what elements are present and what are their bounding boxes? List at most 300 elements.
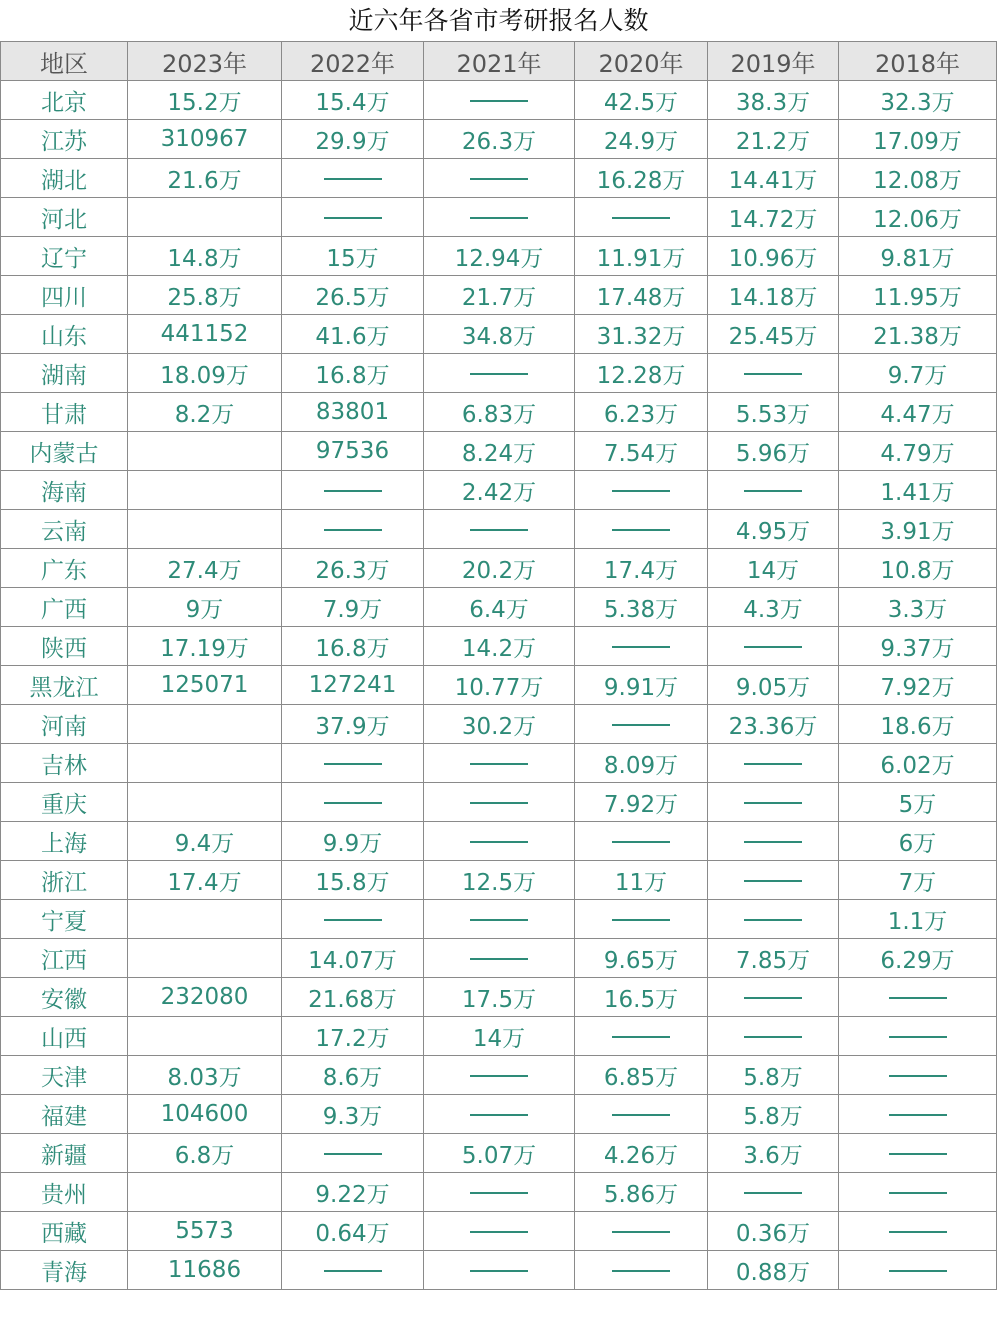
value-cell <box>128 1017 282 1056</box>
value-cell: 14万 <box>708 549 839 588</box>
region-cell: 贵州 <box>1 1173 128 1212</box>
value-cell <box>575 198 708 237</box>
value-cell: 3.91万 <box>839 510 997 549</box>
table-row <box>1 939 997 978</box>
value-cell: 15.8万 <box>282 861 424 900</box>
table-row <box>1 588 997 627</box>
value-cell <box>128 1173 282 1212</box>
dash-mark <box>470 217 528 219</box>
dash-mark <box>470 1192 528 1194</box>
value-cell <box>128 471 282 510</box>
value-cell: 4.95万 <box>708 510 839 549</box>
dash-mark <box>612 1231 670 1233</box>
value-cell: 21.2万 <box>708 120 839 159</box>
value-cell <box>424 81 575 120</box>
value-cell: 3.3万 <box>839 588 997 627</box>
value-cell: 7.9万 <box>282 588 424 627</box>
value-cell: 10.77万 <box>424 666 575 705</box>
dash-mark <box>324 1153 382 1155</box>
region-cell: 吉林 <box>1 744 128 783</box>
table-row <box>1 1251 997 1290</box>
value-cell: 0.36万 <box>708 1212 839 1251</box>
header-row <box>1 42 997 81</box>
value-cell: 9.4万 <box>128 822 282 861</box>
value-cell <box>575 627 708 666</box>
value-cell <box>128 198 282 237</box>
value-cell: 4.47万 <box>839 393 997 432</box>
col-header-2021: 2021年 <box>424 42 575 81</box>
value-cell: 7.92万 <box>575 783 708 822</box>
dash-mark <box>470 1114 528 1116</box>
value-cell: 4.26万 <box>575 1134 708 1173</box>
value-cell <box>575 705 708 744</box>
value-cell: 441152 <box>128 315 282 354</box>
region-cell: 安徽 <box>1 978 128 1017</box>
dash-mark <box>889 1075 947 1077</box>
dash-mark <box>324 802 382 804</box>
value-cell <box>128 705 282 744</box>
region-cell: 宁夏 <box>1 900 128 939</box>
region-cell: 四川 <box>1 276 128 315</box>
value-cell <box>282 783 424 822</box>
value-cell: 9.22万 <box>282 1173 424 1212</box>
value-cell <box>424 1173 575 1212</box>
value-cell: 26.3万 <box>424 120 575 159</box>
registration-table <box>0 41 997 1290</box>
value-cell: 9.05万 <box>708 666 839 705</box>
value-cell: 11686 <box>128 1251 282 1290</box>
value-cell: 12.28万 <box>575 354 708 393</box>
value-cell: 17.48万 <box>575 276 708 315</box>
dash-mark <box>744 802 802 804</box>
value-cell: 15.4万 <box>282 81 424 120</box>
value-cell: 2.42万 <box>424 471 575 510</box>
dash-mark <box>470 373 528 375</box>
value-cell: 17.19万 <box>128 627 282 666</box>
region-cell: 天津 <box>1 1056 128 1095</box>
value-cell <box>282 471 424 510</box>
value-cell <box>424 939 575 978</box>
table-row <box>1 978 997 1017</box>
value-cell: 16.8万 <box>282 627 424 666</box>
dash-mark <box>612 724 670 726</box>
table-row <box>1 822 997 861</box>
value-cell: 14.18万 <box>708 276 839 315</box>
value-cell: 9万 <box>128 588 282 627</box>
value-cell <box>575 1212 708 1251</box>
value-cell <box>708 822 839 861</box>
region-cell: 浙江 <box>1 861 128 900</box>
col-header-region: 地区 <box>1 42 128 81</box>
value-cell: 97536 <box>282 432 424 471</box>
value-cell <box>708 627 839 666</box>
value-cell: 6.4万 <box>424 588 575 627</box>
value-cell: 38.3万 <box>708 81 839 120</box>
value-cell: 32.3万 <box>839 81 997 120</box>
value-cell: 18.6万 <box>839 705 997 744</box>
dash-mark <box>744 490 802 492</box>
dash-mark <box>470 178 528 180</box>
value-cell: 26.5万 <box>282 276 424 315</box>
value-cell <box>424 822 575 861</box>
col-header-2020: 2020年 <box>575 42 708 81</box>
value-cell: 27.4万 <box>128 549 282 588</box>
value-cell: 17.4万 <box>128 861 282 900</box>
region-cell: 河南 <box>1 705 128 744</box>
dash-mark <box>612 529 670 531</box>
value-cell: 6.8万 <box>128 1134 282 1173</box>
dash-mark <box>612 1036 670 1038</box>
value-cell: 17.2万 <box>282 1017 424 1056</box>
value-cell <box>839 1134 997 1173</box>
region-cell: 广西 <box>1 588 128 627</box>
dash-mark <box>744 880 802 882</box>
value-cell: 37.9万 <box>282 705 424 744</box>
dash-mark <box>470 529 528 531</box>
table-row <box>1 471 997 510</box>
region-cell: 黑龙江 <box>1 666 128 705</box>
table-row <box>1 393 997 432</box>
value-cell: 9.9万 <box>282 822 424 861</box>
dash-mark <box>744 997 802 999</box>
value-cell <box>839 978 997 1017</box>
value-cell: 23.36万 <box>708 705 839 744</box>
value-cell <box>839 1056 997 1095</box>
value-cell: 16.28万 <box>575 159 708 198</box>
dash-mark <box>324 217 382 219</box>
value-cell: 14.41万 <box>708 159 839 198</box>
value-cell <box>575 1251 708 1290</box>
dash-mark <box>324 919 382 921</box>
value-cell: 125071 <box>128 666 282 705</box>
value-cell: 4.79万 <box>839 432 997 471</box>
region-cell: 辽宁 <box>1 237 128 276</box>
value-cell: 104600 <box>128 1095 282 1134</box>
table-row <box>1 354 997 393</box>
col-header-2022: 2022年 <box>282 42 424 81</box>
value-cell: 34.8万 <box>424 315 575 354</box>
value-cell: 9.65万 <box>575 939 708 978</box>
table-row <box>1 549 997 588</box>
dash-mark <box>744 841 802 843</box>
value-cell <box>128 432 282 471</box>
table-row <box>1 666 997 705</box>
region-cell: 山西 <box>1 1017 128 1056</box>
value-cell: 11.91万 <box>575 237 708 276</box>
dash-mark <box>324 763 382 765</box>
value-cell <box>708 354 839 393</box>
value-cell: 6.85万 <box>575 1056 708 1095</box>
region-cell: 云南 <box>1 510 128 549</box>
table-row <box>1 1134 997 1173</box>
col-header-2018: 2018年 <box>839 42 997 81</box>
value-cell: 41.6万 <box>282 315 424 354</box>
dash-mark <box>889 1192 947 1194</box>
region-cell: 湖南 <box>1 354 128 393</box>
value-cell: 7.54万 <box>575 432 708 471</box>
dash-mark <box>889 1114 947 1116</box>
region-cell: 江西 <box>1 939 128 978</box>
value-cell <box>282 198 424 237</box>
dash-mark <box>470 1075 528 1077</box>
value-cell <box>839 1173 997 1212</box>
region-cell: 河北 <box>1 198 128 237</box>
value-cell <box>128 783 282 822</box>
region-cell: 福建 <box>1 1095 128 1134</box>
value-cell <box>282 1251 424 1290</box>
region-cell: 广东 <box>1 549 128 588</box>
value-cell <box>424 900 575 939</box>
value-cell: 21.6万 <box>128 159 282 198</box>
table-row <box>1 237 997 276</box>
table-row <box>1 432 997 471</box>
value-cell <box>424 510 575 549</box>
table-row <box>1 1095 997 1134</box>
table-row <box>1 783 997 822</box>
dash-mark <box>612 1114 670 1116</box>
value-cell: 83801 <box>282 393 424 432</box>
dash-mark <box>612 841 670 843</box>
value-cell <box>575 900 708 939</box>
dash-mark <box>889 1270 947 1272</box>
dash-mark <box>744 373 802 375</box>
value-cell: 5.8万 <box>708 1056 839 1095</box>
dash-mark <box>612 1270 670 1272</box>
value-cell: 5.07万 <box>424 1134 575 1173</box>
dash-mark <box>324 1270 382 1272</box>
value-cell: 24.9万 <box>575 120 708 159</box>
dash-mark <box>612 490 670 492</box>
region-cell: 新疆 <box>1 1134 128 1173</box>
table-row <box>1 120 997 159</box>
dash-mark <box>470 763 528 765</box>
value-cell: 16.5万 <box>575 978 708 1017</box>
region-cell: 海南 <box>1 471 128 510</box>
value-cell: 11万 <box>575 861 708 900</box>
dash-mark <box>612 646 670 648</box>
region-cell: 甘肃 <box>1 393 128 432</box>
value-cell: 6万 <box>839 822 997 861</box>
value-cell: 5.8万 <box>708 1095 839 1134</box>
table-row <box>1 1017 997 1056</box>
value-cell: 7.92万 <box>839 666 997 705</box>
dash-mark <box>889 1153 947 1155</box>
region-cell: 陕西 <box>1 627 128 666</box>
value-cell <box>128 900 282 939</box>
dash-mark <box>470 802 528 804</box>
value-cell: 0.88万 <box>708 1251 839 1290</box>
dash-mark <box>744 919 802 921</box>
value-cell <box>128 939 282 978</box>
value-cell: 9.7万 <box>839 354 997 393</box>
value-cell <box>708 900 839 939</box>
value-cell: 21.38万 <box>839 315 997 354</box>
value-cell <box>708 861 839 900</box>
value-cell: 310967 <box>128 120 282 159</box>
dash-mark <box>744 763 802 765</box>
value-cell: 7.85万 <box>708 939 839 978</box>
value-cell <box>575 1017 708 1056</box>
value-cell: 9.81万 <box>839 237 997 276</box>
region-cell: 青海 <box>1 1251 128 1290</box>
value-cell: 12.94万 <box>424 237 575 276</box>
value-cell <box>424 1212 575 1251</box>
dash-mark <box>470 841 528 843</box>
value-cell: 10.96万 <box>708 237 839 276</box>
value-cell <box>575 510 708 549</box>
value-cell: 9.91万 <box>575 666 708 705</box>
dash-mark <box>470 919 528 921</box>
value-cell: 17.09万 <box>839 120 997 159</box>
dash-mark <box>744 1036 802 1038</box>
value-cell: 31.32万 <box>575 315 708 354</box>
value-cell: 6.02万 <box>839 744 997 783</box>
value-cell: 30.2万 <box>424 705 575 744</box>
value-cell: 14.2万 <box>424 627 575 666</box>
value-cell <box>424 1251 575 1290</box>
value-cell: 5.86万 <box>575 1173 708 1212</box>
dash-mark <box>889 1036 947 1038</box>
value-cell: 6.29万 <box>839 939 997 978</box>
dash-mark <box>470 1231 528 1233</box>
dash-mark <box>744 646 802 648</box>
value-cell: 26.3万 <box>282 549 424 588</box>
value-cell: 5.96万 <box>708 432 839 471</box>
col-header-2023: 2023年 <box>128 42 282 81</box>
value-cell: 5万 <box>839 783 997 822</box>
table-row <box>1 1212 997 1251</box>
table-title: 近六年各省市考研报名人数 <box>348 6 649 35</box>
value-cell: 12.06万 <box>839 198 997 237</box>
dash-mark <box>324 529 382 531</box>
value-cell <box>839 1251 997 1290</box>
value-cell: 11.95万 <box>839 276 997 315</box>
table-row <box>1 81 997 120</box>
value-cell <box>839 1017 997 1056</box>
value-cell <box>575 1095 708 1134</box>
value-cell: 4.3万 <box>708 588 839 627</box>
value-cell <box>708 1017 839 1056</box>
table-row <box>1 705 997 744</box>
value-cell: 0.64万 <box>282 1212 424 1251</box>
value-cell: 21.68万 <box>282 978 424 1017</box>
value-cell: 14.72万 <box>708 198 839 237</box>
value-cell: 21.7万 <box>424 276 575 315</box>
value-cell <box>708 978 839 1017</box>
dash-mark <box>744 1192 802 1194</box>
value-cell <box>282 744 424 783</box>
table-row <box>1 159 997 198</box>
col-header-2019: 2019年 <box>708 42 839 81</box>
value-cell: 5.53万 <box>708 393 839 432</box>
value-cell: 8.03万 <box>128 1056 282 1095</box>
region-cell: 内蒙古 <box>1 432 128 471</box>
value-cell <box>708 1173 839 1212</box>
value-cell <box>282 900 424 939</box>
value-cell: 14.8万 <box>128 237 282 276</box>
value-cell: 9.3万 <box>282 1095 424 1134</box>
value-cell <box>708 471 839 510</box>
value-cell: 18.09万 <box>128 354 282 393</box>
value-cell: 16.8万 <box>282 354 424 393</box>
value-cell: 8.6万 <box>282 1056 424 1095</box>
value-cell: 20.2万 <box>424 549 575 588</box>
value-cell: 25.45万 <box>708 315 839 354</box>
value-cell <box>708 744 839 783</box>
dash-mark <box>470 100 528 102</box>
value-cell: 127241 <box>282 666 424 705</box>
region-cell: 重庆 <box>1 783 128 822</box>
value-cell <box>282 1134 424 1173</box>
value-cell: 3.6万 <box>708 1134 839 1173</box>
table-row <box>1 198 997 237</box>
dash-mark <box>889 1231 947 1233</box>
value-cell: 232080 <box>128 978 282 1017</box>
value-cell <box>575 822 708 861</box>
value-cell <box>424 1056 575 1095</box>
value-cell <box>282 159 424 198</box>
value-cell: 12.08万 <box>839 159 997 198</box>
value-cell <box>424 354 575 393</box>
value-cell <box>128 744 282 783</box>
value-cell: 9.37万 <box>839 627 997 666</box>
value-cell <box>282 510 424 549</box>
value-cell: 8.09万 <box>575 744 708 783</box>
value-cell: 14.07万 <box>282 939 424 978</box>
region-cell: 西藏 <box>1 1212 128 1251</box>
value-cell: 8.24万 <box>424 432 575 471</box>
table-row <box>1 627 997 666</box>
value-cell: 12.5万 <box>424 861 575 900</box>
value-cell <box>424 159 575 198</box>
table-row <box>1 900 997 939</box>
value-cell <box>839 1212 997 1251</box>
value-cell: 1.1万 <box>839 900 997 939</box>
value-cell: 15.2万 <box>128 81 282 120</box>
value-cell: 5573 <box>128 1212 282 1251</box>
dash-mark <box>612 217 670 219</box>
value-cell <box>708 783 839 822</box>
dash-mark <box>612 919 670 921</box>
value-cell: 6.23万 <box>575 393 708 432</box>
value-cell: 17.5万 <box>424 978 575 1017</box>
dash-mark <box>470 958 528 960</box>
region-cell: 北京 <box>1 81 128 120</box>
value-cell <box>839 1095 997 1134</box>
value-cell <box>424 744 575 783</box>
dash-mark <box>470 1270 528 1272</box>
table-row <box>1 744 997 783</box>
value-cell <box>575 471 708 510</box>
table-row <box>1 861 997 900</box>
value-cell <box>424 198 575 237</box>
value-cell: 17.4万 <box>575 549 708 588</box>
region-cell: 湖北 <box>1 159 128 198</box>
value-cell: 14万 <box>424 1017 575 1056</box>
dash-mark <box>324 490 382 492</box>
value-cell <box>424 783 575 822</box>
region-cell: 上海 <box>1 822 128 861</box>
value-cell <box>128 510 282 549</box>
table-row <box>1 315 997 354</box>
dash-mark <box>324 178 382 180</box>
value-cell: 42.5万 <box>575 81 708 120</box>
table-row <box>1 1056 997 1095</box>
value-cell: 29.9万 <box>282 120 424 159</box>
value-cell: 15万 <box>282 237 424 276</box>
value-cell: 7万 <box>839 861 997 900</box>
table-row <box>1 276 997 315</box>
